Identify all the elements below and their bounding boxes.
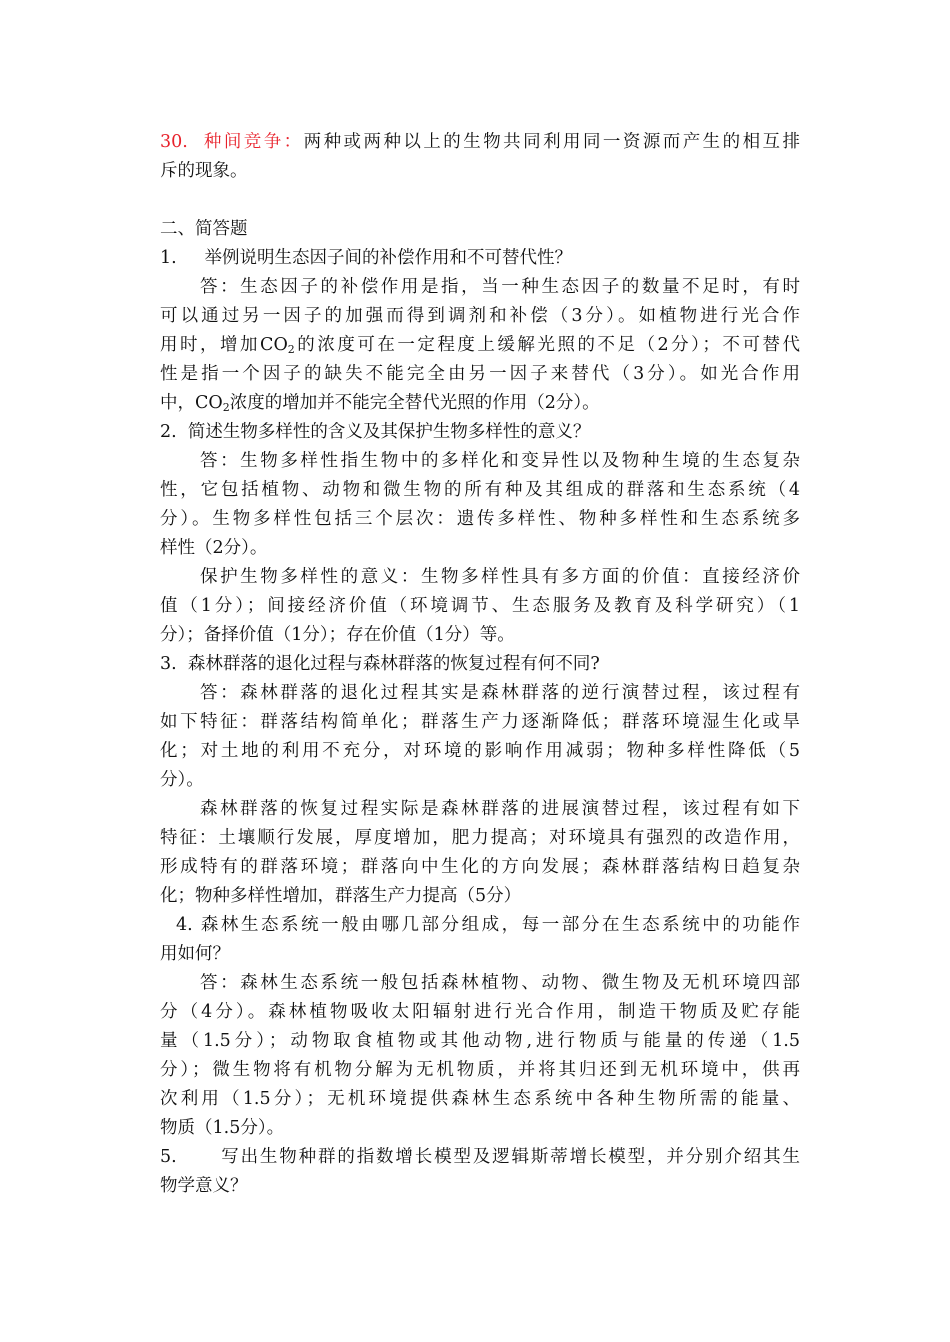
answer-1-line-5-a: 中，CO [160, 393, 223, 413]
answer-1-line-1: 答：生态因子的补偿作用是指，当一种生态因子的数量不足时，有时 [200, 277, 800, 297]
co2-subscript: 2 [287, 343, 295, 356]
answer-3-line-1: 答：森林群落的退化过程其实是森林群落的逆行演替过程，该过程有 [200, 683, 800, 703]
definition-30-text: 两种或两种以上的生物共同利用同一资源而产生的相互排 [303, 132, 800, 152]
answer-3b-line-3: 形成特有的群落环境；群落向中生化的方向发展；森林群落结构日趋复杂 [160, 857, 800, 877]
answer-2b-line-3: 分）；备择价值（1分）；存在价值（1分）等。 [160, 625, 515, 645]
question-5-text: 写出生物种群的指数增长模型及逻辑斯蒂增长模型，并分别介绍其生 [221, 1147, 800, 1167]
question-3-number: 3. [160, 654, 177, 674]
co2-subscript: 2 [222, 401, 230, 414]
answer-4-line-5: 次利用（1.5分）；无机环境提供森林生态系统中各种生物所需的能量、 [160, 1089, 800, 1109]
answer-1-line-3-b: 的浓度可在一定程度上缓解光照的不足（2分）；不可替代 [294, 335, 800, 355]
answer-3-line-3: 化；对土地的利用不充分，对环境的影响作用减弱；物种多样性降低（5 [160, 741, 800, 761]
question-4-line-2: 用如何？ [160, 944, 230, 964]
answer-2b-line-2: 值（1分）；间接经济价值（环境调节、生态服务及教育及科学研究）（1 [160, 596, 800, 616]
answer-1-line-3-a: 用时，增加CO [160, 335, 288, 355]
text-column [160, 128, 800, 1201]
question-1-text: 举例说明生态因子间的补偿作用和不可替代性？ [204, 248, 573, 268]
spacer [160, 186, 800, 215]
question-4-line-1 [160, 911, 800, 940]
question-5-line-1 [160, 1143, 800, 1172]
answer-1-line-4: 性是指一个因子的缺失不能完全由另一因子来替代（3分）。如光合作用 [160, 364, 800, 384]
answer-4-line-6: 物质（1.5分）。 [160, 1118, 285, 1138]
section-title: 二、简答题 [160, 219, 248, 239]
answer-4-line-2: 分（4分）。森林植物吸收太阳辐射进行光合作用，制造干物质及贮存能 [160, 1002, 800, 1022]
question-5-number: 5. [160, 1147, 177, 1167]
answer-3b-line-1: 森林群落的恢复过程实际是森林群落的进展演替过程，该过程有如下 [200, 799, 800, 819]
answer-3b-line-4: 化；物种多样性增加，群落生产力提高（5分） [160, 886, 522, 906]
question-2-number: 2. [160, 422, 177, 442]
answer-2-line-1: 答：生物多样性指生物中的多样化和变异性以及物种生境的生态复杂 [200, 451, 800, 471]
question-3 [160, 650, 800, 679]
question-2-text: 简述生物多样性的含义及其保护生物多样性的意义？ [187, 422, 591, 442]
definition-30-number: 30. [160, 132, 188, 152]
question-1 [160, 244, 800, 273]
answer-2b-line-1: 保护生物多样性的意义：生物多样性具有多方面的价值：直接经济价 [200, 567, 800, 587]
answer-3-line-2: 如下特征：群落结构简单化；群落生产力逐渐降低；群落环境湿生化或旱 [160, 712, 800, 732]
definition-30-term: 种间竞争： [203, 132, 304, 152]
answer-1-line-5 [160, 389, 800, 418]
question-2 [160, 418, 800, 447]
answer-2-line-3: 分）。生物多样性包括三个层次：遗传多样性、物种多样性和生态系统多 [160, 509, 800, 529]
answer-2-line-4: 样性（2分）。 [160, 538, 268, 558]
question-5-line-2: 物学意义？ [160, 1176, 248, 1196]
answer-4-line-3: 量（1.5分）；动物取食植物或其他动物,进行物质与能量的传递（1.5 [160, 1031, 800, 1051]
question-4-text: 森林生态系统一般由哪几部分组成，每一部分在生态系统中的功能作 [200, 915, 800, 935]
definition-30-line-1 [160, 128, 800, 157]
question-4-number: 4. [176, 915, 193, 935]
answer-1-line-2: 可以通过另一因子的加强而得到调剂和补偿（3分）。如植物进行光合作 [160, 306, 800, 326]
answer-3-line-4: 分）。 [160, 770, 204, 790]
answer-1-line-5-b: 浓度的增加并不能完全替代光照的作用（2分）。 [229, 393, 600, 413]
question-3-text: 森林群落的退化过程与森林群落的恢复过程有何不同? [187, 654, 600, 674]
definition-30-line-2: 斥的现象。 [160, 161, 248, 181]
answer-4-line-1: 答：森林生态系统一般包括森林植物、动物、微生物及无机环境四部 [200, 973, 800, 993]
answer-1-line-3 [160, 331, 800, 360]
answer-2-line-2: 性，它包括植物、动物和微生物的所有种及其组成的群落和生态系统（4 [160, 480, 800, 500]
answer-4-line-4: 分）；微生物将有机物分解为无机物质，并将其归还到无机环境中，供再 [160, 1060, 800, 1080]
answer-3b-line-2: 特征：土壤顺行发展，厚度增加，肥力提高；对环境具有强烈的改造作用， [160, 828, 800, 848]
question-1-number: 1. [160, 248, 177, 268]
